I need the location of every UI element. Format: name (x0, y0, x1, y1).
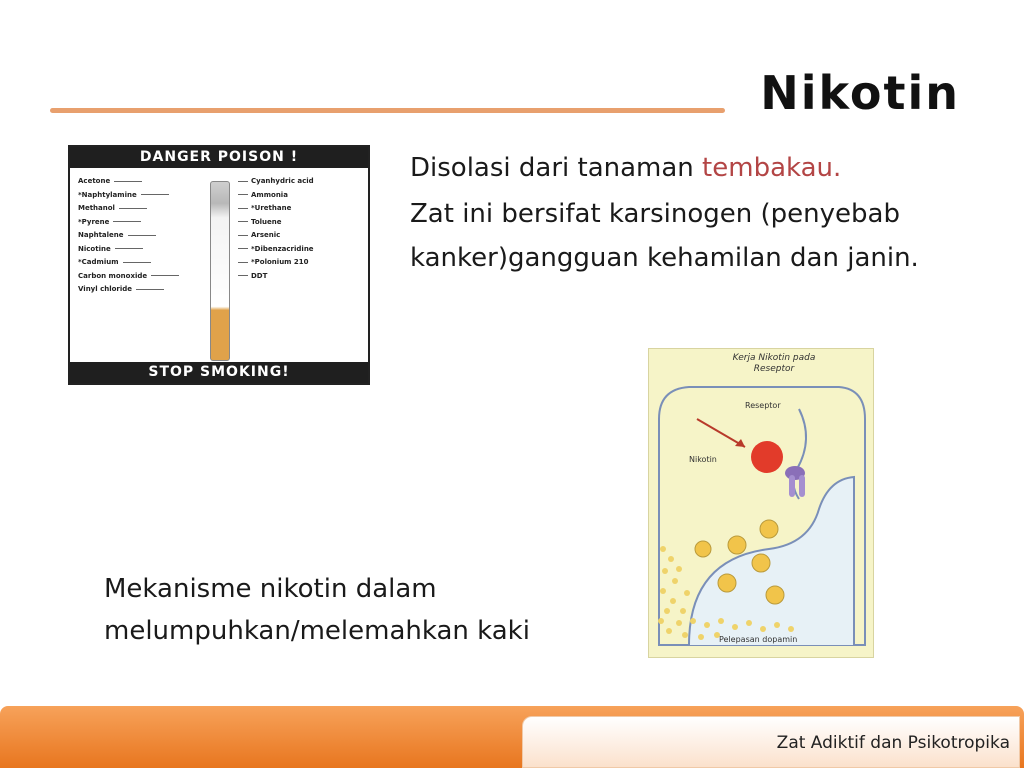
poison-left-labels (78, 175, 198, 297)
danger-poison-image (68, 145, 370, 385)
poison-item: *Urethane (238, 202, 366, 216)
receptor-label: Reseptor (745, 401, 781, 410)
poison-item: Ammonia (238, 189, 366, 203)
dopamine-label: Pelepasan dopamin (719, 635, 798, 644)
poison-right-labels (238, 175, 366, 283)
footer-text: Zat Adiktif dan Psikotropika (776, 733, 1010, 753)
nicotine-receptor-diagram (648, 348, 874, 658)
poison-item: Vinyl chloride (78, 283, 198, 297)
poison-item: Nicotine (78, 243, 198, 257)
poison-item: *Polonium 210 (238, 256, 366, 270)
receptor-illustration (649, 349, 875, 659)
poison-item: Toluene (238, 216, 366, 230)
receptor-diagram-title: Kerja Nikotin pada Reseptor (732, 353, 816, 374)
cigarette-illustration (210, 181, 230, 361)
bullet-list (410, 146, 980, 282)
poison-item: Cyanhydric acid (238, 175, 366, 189)
bullet-item: Zat ini bersifat karsinogen (penyebab kanker)gangguan kehamilan dan janin. (410, 199, 919, 273)
poison-item: Carbon monoxide (78, 270, 198, 284)
slide-title: Nikotin (760, 66, 960, 120)
poison-item: *Dibenzacridine (238, 243, 366, 257)
poison-item: DDT (238, 270, 366, 284)
bullet-item (410, 146, 980, 190)
poison-item: *Cadmium (78, 256, 198, 270)
poison-item: *Naphtylamine (78, 189, 198, 203)
title-rule (50, 108, 725, 113)
nicotine-label: Nikotin (689, 455, 717, 464)
poison-item: Naphtalene (78, 229, 198, 243)
poison-item: Acetone (78, 175, 198, 189)
bullet-accent-text: tembakau. (702, 153, 842, 183)
poison-item: *Pyrene (78, 216, 198, 230)
poison-bottom-label: STOP SMOKING! (70, 362, 368, 383)
poison-top-label: DANGER POISON ! (70, 147, 368, 168)
poison-item: Arsenic (238, 229, 366, 243)
bullet-text: Disolasi dari tanaman (410, 153, 703, 183)
poison-item: Methanol (78, 202, 198, 216)
caption-text: Mekanisme nikotin dalam melumpuhkan/melemahkan kaki (104, 574, 530, 646)
